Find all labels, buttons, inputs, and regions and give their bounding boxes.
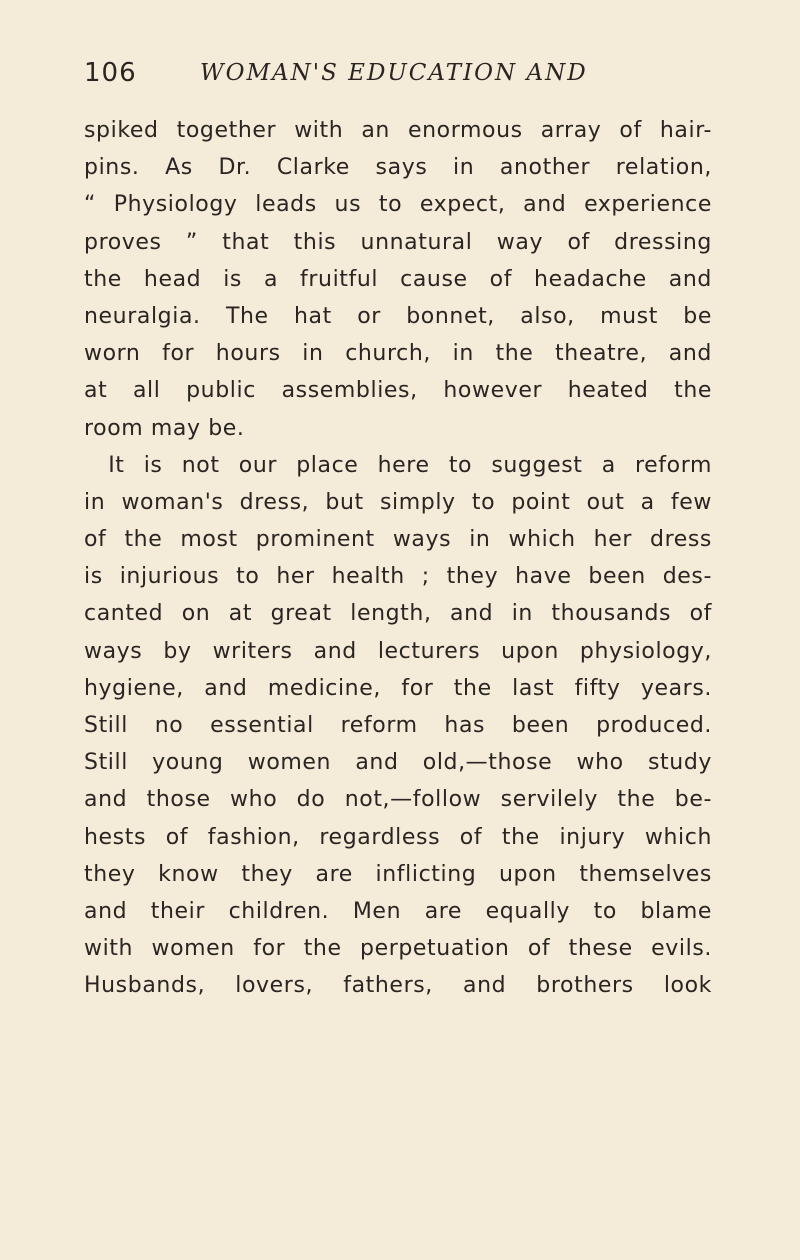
paragraph-end-line: room may be. — [84, 415, 245, 441]
text-line: “ Physiology leads us to expect, and experience — [84, 192, 712, 218]
text-line: and those who do not,—follow servilely the be- — [84, 787, 712, 813]
running-title: WOMAN'S EDUCATION AND — [200, 60, 588, 86]
text-line: in woman's dress, but simply to point out a few — [84, 489, 712, 515]
text-line: of the most prominent ways in which her dress — [84, 527, 712, 553]
text-line: canted on at great length, and in thousands of — [84, 601, 712, 627]
text-line: at all public assemblies, however heated the — [84, 378, 712, 404]
text-line: and their children. Men are equally to blame — [84, 898, 712, 924]
text-line: hests of fashion, regardless of the injury which — [84, 824, 712, 850]
page-header — [84, 58, 724, 98]
text-line: spiked together with an enormous array of hair- — [84, 118, 712, 143]
text-line: hygiene, and medicine, for the last fifty years. — [84, 675, 712, 701]
text-line: they know they are inflicting upon themselves — [84, 861, 712, 887]
text-line: pins. As Dr. Clarke says in another relation, — [84, 155, 712, 181]
text-line: with women for the perpetuation of these evils. — [84, 936, 712, 962]
text-line: the head is a fruitful cause of headache and — [84, 266, 712, 292]
text-line: neuralgia. The hat or bonnet, also, must be — [84, 303, 712, 329]
text-line: worn for hours in church, in the theatre, and — [84, 341, 712, 367]
text-line: Husbands, lovers, fathers, and brothers look — [84, 973, 712, 999]
text-line: Still young women and old,—those who study — [84, 750, 712, 776]
text-line: proves ” that this unnatural way of dressing — [84, 229, 712, 255]
text-line: Still no essential reform has been produced. — [84, 713, 712, 738]
text-line: ways by writers and lecturers upon physiology, — [84, 638, 712, 664]
paragraph-start-line: It is not our place here to suggest a reform — [108, 452, 712, 478]
page-number: 106 — [84, 58, 137, 88]
text-line: is injurious to her health ; they have been des- — [84, 564, 712, 590]
body-text — [84, 112, 712, 1005]
